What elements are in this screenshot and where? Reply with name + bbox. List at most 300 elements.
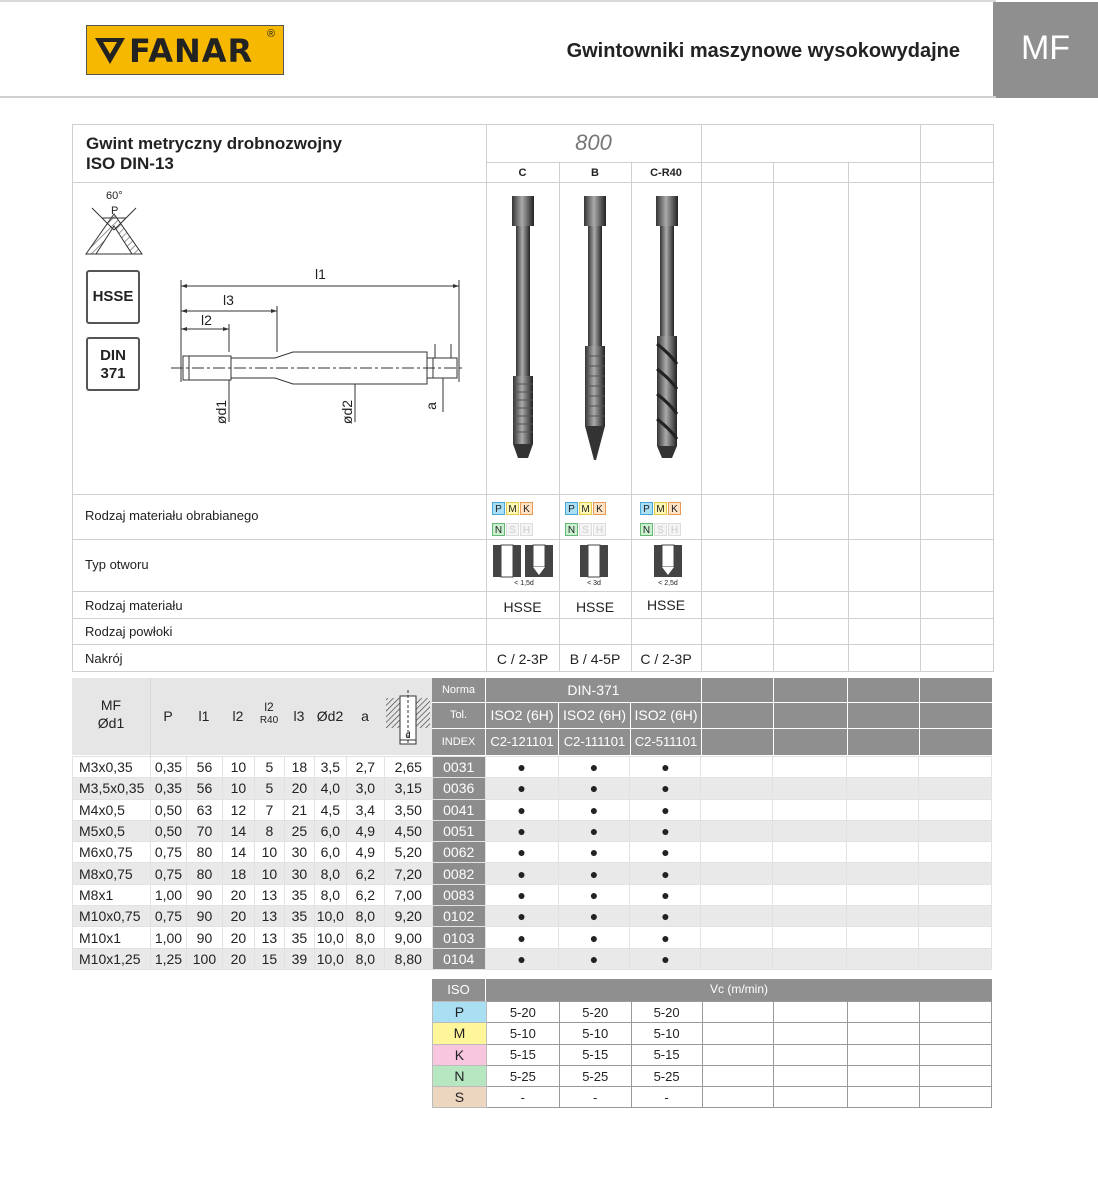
cell-l2: 12 (222, 799, 254, 820)
cell-l2r: 13 (254, 906, 284, 927)
cell-c3: ● (630, 842, 701, 863)
divider (920, 124, 921, 672)
iso-groups-cr40 (640, 499, 702, 538)
cell-d2: 6,0 (314, 842, 346, 863)
cell-empty (773, 948, 847, 969)
cell-p: 1,00 (150, 927, 186, 948)
iso-h-badge: H (520, 523, 533, 536)
iso-n-badge: N (640, 523, 653, 536)
tool-code-b: B (591, 167, 599, 179)
cell-empty (701, 820, 773, 841)
cell-a: 8,0 (346, 927, 384, 948)
speed-value: 5-15 (559, 1044, 631, 1065)
speed-value: 5-20 (631, 1002, 702, 1023)
angle-label: 60° (106, 190, 123, 202)
iso-n-badge: N (492, 523, 505, 536)
size-table-body (73, 757, 992, 970)
top-border (0, 0, 996, 2)
row-label-coating: Rodzaj powłoki (85, 624, 173, 639)
row-label-chamfer: Nakrój (85, 651, 123, 666)
row-label-workpiece: Rodzaj materiału obrabianego (85, 508, 259, 523)
cell-a: 3,0 (346, 778, 384, 799)
cell-empty (847, 820, 919, 841)
cell-drill: 9,20 (384, 906, 432, 927)
speed-empty (848, 1044, 920, 1065)
cell-d2: 3,5 (314, 757, 346, 778)
cell-idx[interactable]: 0104 (432, 948, 485, 969)
header-l2-r40 (254, 700, 284, 728)
cell-l2r: 13 (254, 927, 284, 948)
cell-l2: 18 (222, 863, 254, 884)
table-row (73, 863, 992, 884)
table-row (73, 799, 992, 820)
cell-c2: ● (558, 757, 630, 778)
index-label: INDEX (432, 729, 485, 755)
speed-empty (920, 1087, 992, 1108)
cell-l2r: 10 (254, 842, 284, 863)
cell-l2: 20 (222, 927, 254, 948)
cell-d2: 10,0 (314, 906, 346, 927)
cell-idx[interactable]: 0051 (432, 820, 485, 841)
cell-empty (701, 863, 773, 884)
cell-d2: 10,0 (314, 948, 346, 969)
cell-c3: ● (630, 927, 701, 948)
hsse-badge: HSSE (86, 270, 140, 324)
speed-value: 5-25 (486, 1065, 559, 1086)
tap-image-b (578, 194, 612, 462)
speed-table-body (433, 1002, 992, 1108)
speed-value: 5-15 (631, 1044, 702, 1065)
cell-c3: ● (630, 948, 701, 969)
iso-s-badge: S (579, 523, 592, 536)
cell-idx[interactable]: 0082 (432, 863, 485, 884)
iso-h-badge: H (593, 523, 606, 536)
cell-size: M3,5x0,35 (73, 778, 151, 799)
speed-value: 5-10 (559, 1023, 631, 1044)
hole-depth-b: < 3d (587, 580, 601, 587)
iso-p-badge: P (565, 502, 578, 515)
cell-d2: 6,0 (314, 820, 346, 841)
cell-empty (847, 884, 919, 905)
hole-type-c (492, 543, 556, 589)
cell-size: M10x0,75 (73, 906, 151, 927)
iso-k-badge: K (520, 502, 533, 515)
speed-value: 5-20 (486, 1002, 559, 1023)
header-divider (0, 96, 996, 98)
cell-c3: ● (630, 757, 701, 778)
header-l2r-label: l2 (264, 700, 274, 714)
chamfer-cr40: C / 2-3P (640, 651, 692, 667)
cell-p: 0,75 (150, 863, 186, 884)
cell-empty (847, 948, 919, 969)
drill-diameter-icon (386, 688, 430, 746)
cell-l2: 14 (222, 820, 254, 841)
cell-empty (701, 799, 773, 820)
thread-title-line1: Gwint metryczny drobnozwojny (86, 134, 342, 153)
table-row (73, 820, 992, 841)
speed-empty (774, 1065, 848, 1086)
speed-empty (702, 1044, 774, 1065)
cell-p: 1,00 (150, 884, 186, 905)
table-row (73, 884, 992, 905)
iso-m-badge: M (654, 502, 667, 515)
thread-title (86, 134, 342, 174)
cell-l2r: 5 (254, 778, 284, 799)
cell-l2r: 13 (254, 884, 284, 905)
speed-value: - (631, 1087, 702, 1108)
cell-l3: 35 (284, 927, 314, 948)
iso-s-badge: S (654, 523, 667, 536)
material-c: HSSE (503, 599, 542, 615)
cell-c2: ● (558, 842, 630, 863)
speed-empty (702, 1023, 774, 1044)
cell-size: M10x1,25 (73, 948, 151, 969)
cell-a: 6,2 (346, 884, 384, 905)
cell-drill: 5,20 (384, 842, 432, 863)
cell-c3: ● (630, 884, 701, 905)
cell-p: 0,75 (150, 842, 186, 863)
cell-l3: 20 (284, 778, 314, 799)
cell-l3: 35 (284, 906, 314, 927)
pitch-label: P (111, 205, 119, 217)
table-row (73, 927, 992, 948)
speed-empty (920, 1023, 992, 1044)
cell-drill: 4,50 (384, 820, 432, 841)
thread-profile-icon (84, 190, 144, 256)
section-code-tab[interactable]: MF (993, 2, 1098, 98)
speed-row (433, 1023, 992, 1044)
speed-value: 5-15 (486, 1044, 559, 1065)
cell-empty (773, 799, 847, 820)
speed-row (433, 1065, 992, 1086)
cell-l1: 70 (186, 820, 222, 841)
speed-value: 5-25 (631, 1065, 702, 1086)
din-badge (86, 337, 140, 391)
cell-c1: ● (485, 778, 558, 799)
norm-value: DIN-371 (486, 678, 701, 702)
cell-empty (773, 842, 847, 863)
row-label-hole-type: Typ otworu (85, 557, 149, 572)
cell-c2: ● (558, 948, 630, 969)
cell-l2r: 15 (254, 948, 284, 969)
cell-size: M4x0,5 (73, 799, 151, 820)
cell-drill: 8,80 (384, 948, 432, 969)
cell-p: 0,50 (150, 820, 186, 841)
cell-empty (701, 884, 773, 905)
speed-group: P (433, 1002, 487, 1023)
divider (486, 162, 994, 163)
cell-empty (847, 863, 919, 884)
cell-l1: 100 (186, 948, 222, 969)
speed-value: 5-10 (486, 1023, 559, 1044)
cell-drill: 7,00 (384, 884, 432, 905)
divider (773, 162, 774, 672)
speed-value: - (559, 1087, 631, 1108)
iso-groups-c (492, 499, 554, 538)
cell-a: 8,0 (346, 948, 384, 969)
cell-a: 4,9 (346, 820, 384, 841)
cell-size: M5x0,5 (73, 820, 151, 841)
speed-empty (774, 1002, 848, 1023)
speed-empty (848, 1065, 920, 1086)
header-p: P (163, 708, 173, 724)
tol-label: Tol. (432, 703, 485, 728)
cell-p: 1,25 (150, 948, 186, 969)
chamfer-c: C / 2-3P (496, 651, 549, 667)
cell-c1: ● (485, 842, 558, 863)
cell-empty (919, 927, 992, 948)
speed-value: 5-20 (559, 1002, 631, 1023)
cell-c3: ● (630, 863, 701, 884)
table-row (73, 778, 992, 799)
fanar-v-icon (93, 34, 127, 68)
divider (72, 644, 994, 645)
cell-c2: ● (558, 863, 630, 884)
cell-p: 0,35 (150, 778, 186, 799)
table-row (73, 948, 992, 969)
cell-c3: ● (630, 906, 701, 927)
dim-l2: l2 (201, 312, 212, 328)
cell-drill: 9,00 (384, 927, 432, 948)
iso-k-badge: K (593, 502, 606, 515)
tap-image-cr40 (650, 194, 684, 462)
speed-empty (920, 1002, 992, 1023)
cell-empty (847, 778, 919, 799)
speed-table (432, 1001, 992, 1108)
cell-drill: 2,65 (384, 757, 432, 778)
fanar-logo (86, 25, 284, 75)
cell-empty (701, 842, 773, 863)
cell-c2: ● (558, 927, 630, 948)
speed-value: 5-25 (559, 1065, 631, 1086)
tolerance-b: ISO2 (6H) (559, 703, 630, 728)
hole-type-cr40 (652, 543, 684, 589)
table-row (73, 906, 992, 927)
cell-l1: 63 (186, 799, 222, 820)
cell-c3: ● (630, 778, 701, 799)
tap-image-c (506, 194, 540, 462)
tolerance-cr40: ISO2 (6H) (631, 703, 701, 728)
speed-row (433, 1087, 992, 1108)
dimension-header (72, 678, 432, 755)
divider (72, 539, 994, 540)
cell-l3: 30 (284, 842, 314, 863)
cell-a: 8,0 (346, 906, 384, 927)
cell-c1: ● (485, 906, 558, 927)
cell-empty (919, 906, 992, 927)
header-a: a (361, 708, 369, 724)
cell-p: 0,50 (150, 799, 186, 820)
cell-c2: ● (558, 799, 630, 820)
cell-empty (701, 757, 773, 778)
dim-d2: ød2 (339, 399, 356, 425)
speed-group: N (433, 1065, 487, 1086)
logo-registered-mark: ® (267, 28, 276, 40)
cell-idx[interactable]: 0083 (432, 884, 485, 905)
cell-idx[interactable]: 0036 (432, 778, 485, 799)
header-r40-label: R40 (259, 715, 279, 726)
iso-groups-b (565, 499, 627, 538)
cell-l3: 18 (284, 757, 314, 778)
cell-l3: 21 (284, 799, 314, 820)
din-badge-line1: DIN (100, 347, 126, 364)
cell-l1: 90 (186, 906, 222, 927)
cell-c2: ● (558, 884, 630, 905)
header-d1-label: Ød1 (97, 715, 125, 731)
logo-text: FANAR (129, 32, 254, 70)
cell-l3: 35 (284, 884, 314, 905)
speed-empty (702, 1087, 774, 1108)
speed-empty (774, 1023, 848, 1044)
cell-c1: ● (485, 757, 558, 778)
speed-empty (702, 1065, 774, 1086)
cell-c1: ● (485, 884, 558, 905)
cell-empty (847, 927, 919, 948)
cell-size: M3x0,35 (73, 757, 151, 778)
speed-empty (774, 1044, 848, 1065)
cell-empty (701, 778, 773, 799)
cell-c1: ● (485, 948, 558, 969)
cell-empty (919, 863, 992, 884)
cell-c1: ● (485, 820, 558, 841)
size-table (72, 756, 992, 970)
divider (631, 162, 632, 672)
cell-empty (701, 927, 773, 948)
speed-empty (920, 1044, 992, 1065)
cell-empty (773, 884, 847, 905)
cell-c1: ● (485, 799, 558, 820)
speed-value: 5-10 (631, 1023, 702, 1044)
speed-empty (848, 1002, 920, 1023)
material-cr40: HSSE (646, 597, 686, 613)
material-b: HSSE (575, 599, 615, 615)
cell-drill: 3,50 (384, 799, 432, 820)
cell-c3: ● (630, 799, 701, 820)
table-row (73, 842, 992, 863)
cell-empty (919, 757, 992, 778)
speed-empty (702, 1002, 774, 1023)
cell-l1: 80 (186, 842, 222, 863)
thread-title-line2: ISO DIN-13 (86, 154, 174, 173)
divider (847, 678, 848, 755)
speed-empty (920, 1065, 992, 1086)
cell-l2: 20 (222, 884, 254, 905)
cell-empty (919, 778, 992, 799)
hole-depth-c: < 1,5d (514, 580, 534, 587)
speed-vc-header: Vc (m/min) (486, 979, 992, 1001)
cell-l3: 39 (284, 948, 314, 969)
header-l1: l1 (198, 708, 210, 724)
hole-type-b (578, 543, 610, 589)
dim-l3: l3 (223, 292, 234, 308)
cell-l1: 56 (186, 778, 222, 799)
speed-row (433, 1044, 992, 1065)
divider (72, 618, 994, 619)
divider (72, 494, 994, 495)
cell-l2r: 8 (254, 820, 284, 841)
cell-d2: 4,0 (314, 778, 346, 799)
cell-l2r: 10 (254, 863, 284, 884)
cell-size: M8x1 (73, 884, 151, 905)
cell-idx[interactable]: 0102 (432, 906, 485, 927)
page-title: Gwintowniki maszynowe wysokowydajne (566, 40, 960, 62)
cell-empty (847, 757, 919, 778)
dim-a: a (422, 402, 439, 410)
table-row (73, 757, 992, 778)
cell-empty (773, 757, 847, 778)
divider (701, 124, 702, 672)
cell-empty (919, 842, 992, 863)
cell-l2: 10 (222, 778, 254, 799)
dim-d1: ød1 (213, 399, 230, 425)
speed-group: M (433, 1023, 487, 1044)
cell-empty (701, 948, 773, 969)
speed-value: - (486, 1087, 559, 1108)
cell-empty (773, 906, 847, 927)
cell-drill: 3,15 (384, 778, 432, 799)
header-l3: l3 (293, 708, 305, 724)
norma-label: Norma (432, 678, 485, 702)
speed-empty (774, 1087, 848, 1108)
iso-p-badge: P (492, 502, 505, 515)
cell-c1: ● (485, 863, 558, 884)
divider (72, 591, 994, 592)
din-badge-line2: 371 (100, 365, 126, 382)
cell-d2: 8,0 (314, 863, 346, 884)
divider (773, 678, 774, 755)
cell-idx[interactable]: 0031 (432, 757, 485, 778)
speed-iso-header: ISO (432, 979, 485, 1001)
iso-m-badge: M (506, 502, 519, 515)
cell-l2r: 7 (254, 799, 284, 820)
header-l2: l2 (232, 708, 244, 724)
cell-p: 0,75 (150, 906, 186, 927)
hole-depth-cr40: < 2,5d (658, 580, 678, 587)
series-number: 800 (575, 130, 612, 155)
cell-empty (847, 842, 919, 863)
index-b: C2-111101 (559, 729, 630, 755)
cell-c3: ● (630, 820, 701, 841)
divider (72, 182, 994, 183)
cell-p: 0,35 (150, 757, 186, 778)
cell-c2: ● (558, 778, 630, 799)
iso-n-badge: N (565, 523, 578, 536)
speed-empty (848, 1087, 920, 1108)
cell-idx[interactable]: 0062 (432, 842, 485, 863)
cell-empty (773, 820, 847, 841)
cell-idx[interactable]: 0103 (432, 927, 485, 948)
svg-text:d: d (405, 730, 411, 740)
cell-drill: 7,20 (384, 863, 432, 884)
cell-a: 6,2 (346, 863, 384, 884)
cell-l1: 90 (186, 884, 222, 905)
iso-m-badge: M (579, 502, 592, 515)
cell-a: 4,9 (346, 842, 384, 863)
cell-d2: 10,0 (314, 927, 346, 948)
cell-idx[interactable]: 0041 (432, 799, 485, 820)
speed-empty (848, 1023, 920, 1044)
cell-size: M8x0,75 (73, 863, 151, 884)
cell-size: M10x1 (73, 927, 151, 948)
divider (486, 124, 487, 672)
cell-d2: 4,5 (314, 799, 346, 820)
cell-empty (773, 927, 847, 948)
cell-l1: 90 (186, 927, 222, 948)
speed-row (433, 1002, 992, 1023)
tap-dimension-drawing (165, 262, 470, 432)
iso-s-badge: S (506, 523, 519, 536)
index-cr40: C2-511101 (631, 729, 701, 755)
